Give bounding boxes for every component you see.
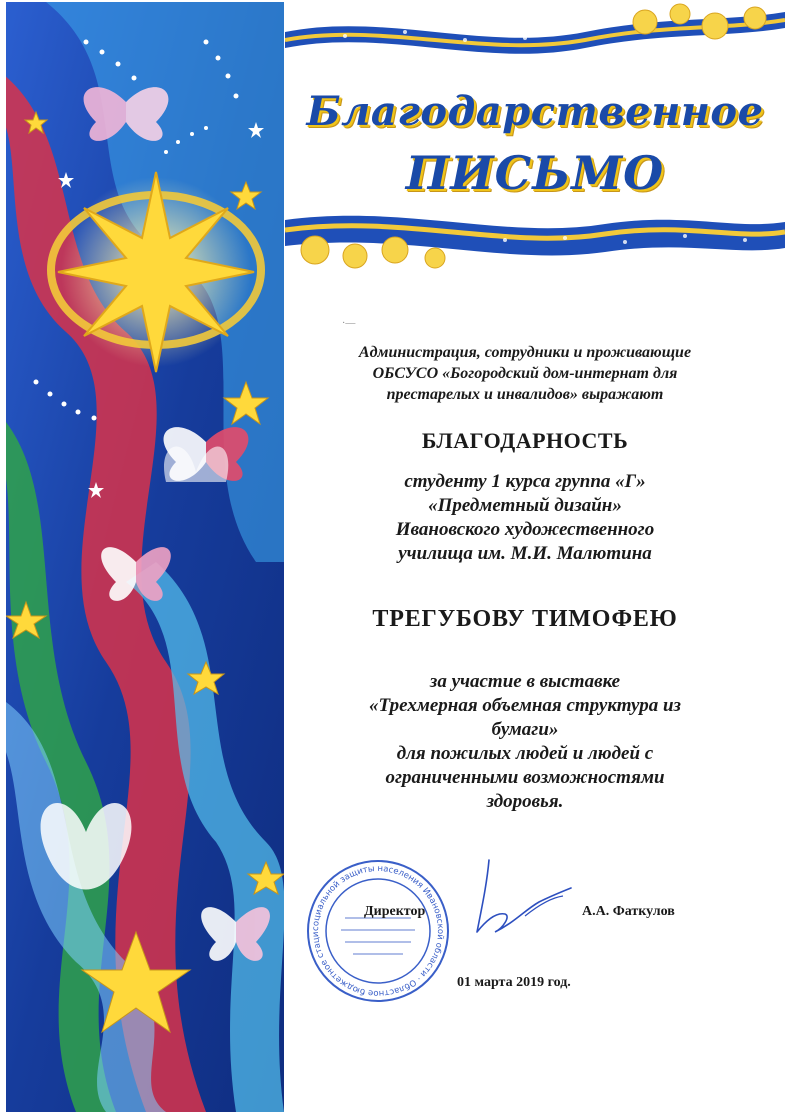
intro-line: престарелых и инвалидов» выражают: [386, 386, 664, 403]
recipient-desc-line: Ивановского художественного: [395, 519, 655, 540]
recipient-desc-line: студенту 1 курса группа «Г»: [404, 471, 646, 492]
intro-text: [300, 342, 750, 405]
reason-line: за участие в выставке: [429, 671, 621, 692]
recipient-name: ТРЕГУБОВУ ТИМОФЕЮ: [372, 606, 678, 632]
thanks-heading: БЛАГОДАРНОСТЬ: [421, 428, 629, 453]
reason-line: для пожилых людей и людей с: [396, 743, 654, 764]
bottom-wave-banner: [285, 200, 785, 278]
reason-text: [300, 670, 750, 814]
official-stamp: [305, 858, 451, 1004]
intro-line: Администрация, сотрудники и проживающие: [358, 344, 692, 361]
stamp-ring-text: социальной защиты населения Ивановской области · Областное бюджетное стаци: [310, 863, 446, 999]
signatory-name: А.А. Фаткулов: [582, 904, 675, 919]
title-line-2: ПИСЬМО: [405, 146, 665, 200]
recipient-description: [300, 470, 750, 566]
reason-line: здоровья.: [486, 791, 564, 812]
handwritten-signature: [465, 852, 575, 942]
signatory-role: Директор: [364, 904, 426, 919]
letter-date: 01 марта 2019 год.: [457, 975, 571, 990]
title-line-1: Благодарственное: [306, 88, 764, 135]
top-wave-banner: [285, 2, 785, 62]
recipient-desc-line: училища им. М.И. Малютина: [398, 543, 652, 564]
reason-line: «Трехмерная объемная структура из: [369, 695, 681, 716]
scan-mark: ·—: [342, 318, 356, 329]
decorative-side-panel: [6, 2, 284, 1112]
intro-line: ОБСУСО «Богородский дом-интернат для: [372, 365, 678, 382]
recipient-desc-line: «Предметный дизайн»: [428, 495, 622, 516]
reason-line: ограниченными возможностями: [385, 767, 665, 788]
reason-line: бумаги»: [491, 719, 559, 740]
